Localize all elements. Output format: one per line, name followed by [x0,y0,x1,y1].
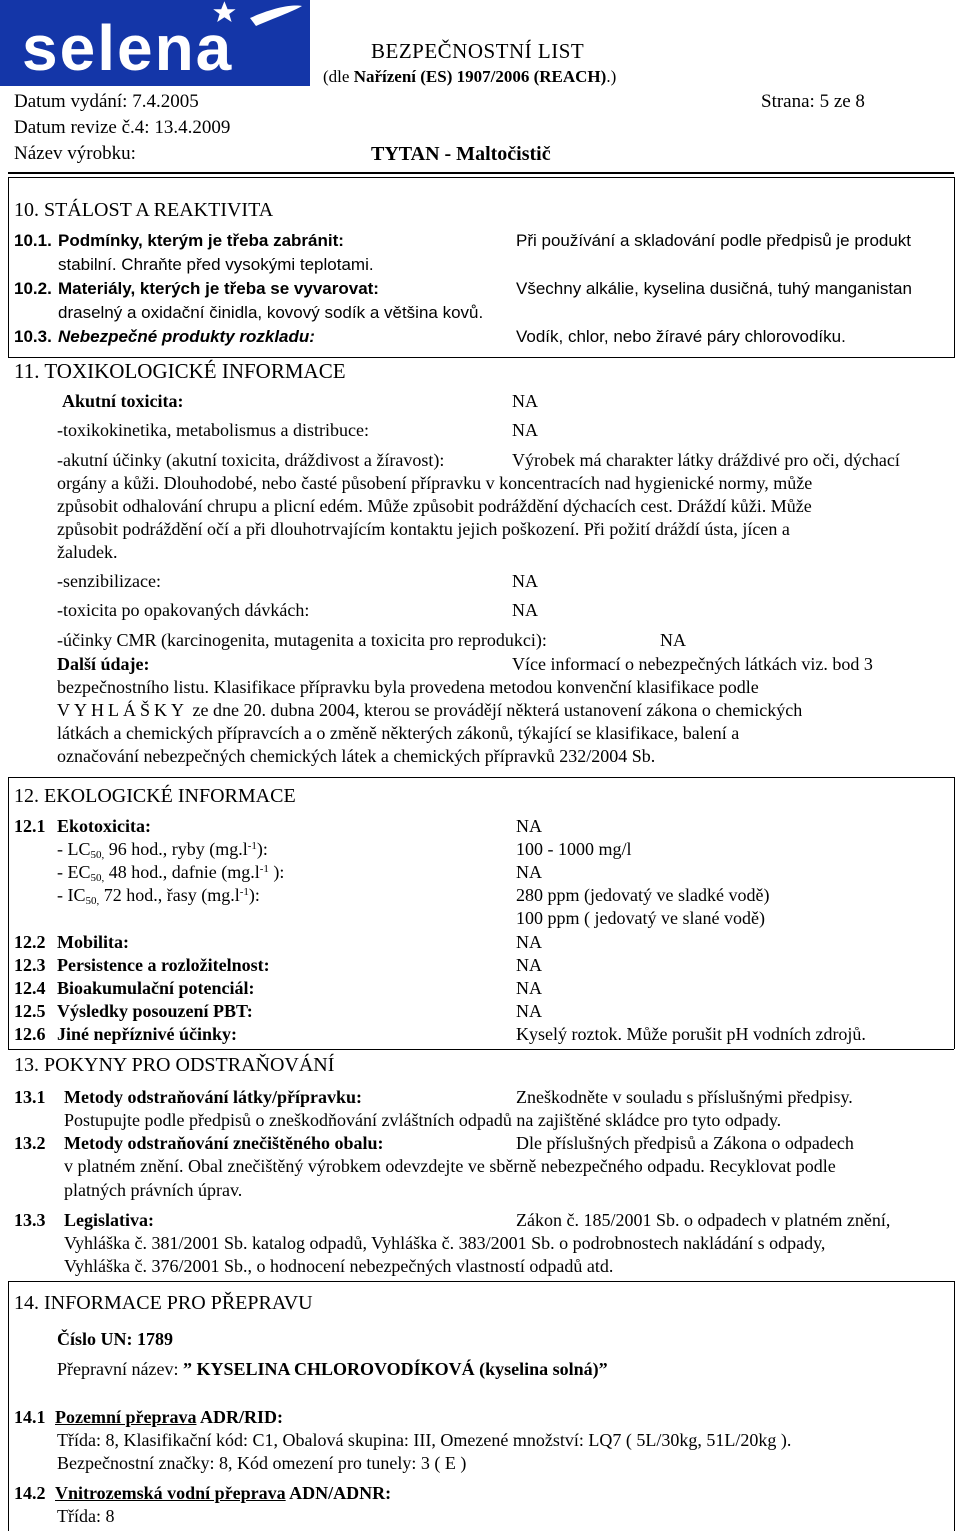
s14-border-right [954,1281,955,1531]
s11-cmr-value: NA [660,630,686,650]
s13-3-cont: Vyhláška č. 376/2001 Sb., o hodnocení nebezpečných vlastností odpadů atd. [64,1256,614,1276]
s13-1-label: Metody odstraňování látky/přípravku: [64,1087,363,1107]
page-number: Strana: 5 ze 8 [761,91,865,112]
s11-rep-value: NA [512,600,538,620]
s12-ic-value-2: 100 ppm ( jedovatý ve slané vodě) [516,908,765,928]
road-transport-code: ADR/RID: [196,1407,283,1427]
revision-date: Datum revize č.4: 13.4.2009 [14,117,231,138]
s14-1-line: Bezpečnostní značky: 8, Kód omezení pro tunely: 3 ( E ) [57,1453,467,1473]
road-transport-label: Pozemní přeprava [55,1407,197,1427]
s12-3-value: NA [516,955,542,975]
s14-1-line: Třída: 8, Klasifikační kód: C1, Obalová skupina: III, Omezené množství: LQ7 ( 5L/30kg, 51L/20kg ). [57,1430,792,1450]
s11-acute-label: Akutní toxicita: [62,391,184,411]
s12-2-value: NA [516,932,542,952]
s12-3-num: 12.3 [14,955,46,975]
s12-1-value: NA [516,816,542,836]
s12-border-bottom [8,1049,954,1050]
s12-1-num: 12.1 [14,816,46,836]
header-divider-2 [8,177,954,178]
s12-ic-label [57,885,260,907]
s12-4-num: 12.4 [14,978,46,998]
s13-3-cont: Vyhláška č. 381/2001 Sb. katalog odpadů, Vyhláška č. 383/2001 Sb. o podrobnostech nakládání s odpady, [64,1233,826,1253]
s14-2-heading [55,1483,391,1504]
s10-border-bottom [8,357,954,358]
ec-sub: 50, [90,872,105,884]
s10-1-cont: stabilní. Chraňte před vysokými teplotami. [58,255,374,274]
s10-title: 10. STÁLOST A REAKTIVITA [14,199,274,221]
s10-1-label: Podmínky, kterým je třeba zabránit: [58,231,344,250]
s12-lc-label [57,839,268,861]
regulation-prefix: (dle [323,67,354,86]
s10-2-value: Všechny alkálie, kyselina dusičná, tuhý manganistan [516,279,912,298]
ec-a: - EC [57,862,91,882]
ec-b: 48 hod., dafnie (mg.l [104,862,260,882]
s13-2-cont: platných právních úprav. [64,1180,243,1200]
s12-6-label: Jiné nepříznivé účinky: [57,1024,238,1044]
regulation-name: Nařízení (ES) 1907/2006 (REACH) [353,67,607,86]
s12-border-left [8,777,9,1049]
product-label: Název výrobku: [14,143,136,164]
s11-ae-line: způsobit odhalování chrupu a plicní edém. Může způsobit podráždění dýchacích cest. Dráždí kůži. Může [57,496,812,516]
s13-2-label: Metody odstraňování znečištěného obalu: [64,1133,384,1153]
vyhlasky-spaced: VYHLÁŠKY [57,700,188,720]
s11-tk-value: NA [512,420,538,440]
s13-3-value: Zákon č. 185/2001 Sb. o odpadech v platném znění, [516,1210,891,1230]
s11-more-line: bezpečnostního listu. Klasifikace přípravku byla provedena metodou konvenční klasifikace podle [57,677,759,697]
s13-1-num: 13.1 [14,1087,46,1107]
s13-1-value: Zneškodněte v souladu s příslušnými předpisy. [516,1087,853,1107]
s10-3-label: Nebezpečné produkty rozkladu: [58,327,315,346]
s14-2-num: 14.2 [14,1483,46,1503]
logo-text: selena [22,12,234,84]
s14-border-left [8,1281,9,1531]
s14-border-top [8,1281,954,1282]
s12-6-value: Kyselý roztok. Může porušit pH vodních zdrojů. [516,1024,866,1044]
s10-border-left [8,177,9,358]
s11-more-line2-rest: ze dne 20. dubna 2004, kterou se provádějí některá ustanovení zákona o chemických [188,700,803,720]
s10-1-num: 10.1. [14,231,52,250]
s10-3-value: Vodík, chlor, nebo žíravé páry chlorovodíku. [516,327,846,346]
s11-rep-label: -toxicita po opakovaných dávkách: [57,600,310,620]
s11-ae-label: -akutní účinky (akutní toxicita, dráždivost a žíravost): [57,450,445,470]
lc-sub: 50, [90,849,105,861]
issue-date: Datum vydání: 7.4.2005 [14,91,199,112]
s11-ae-line: orgány a kůži. Dlouhodobé, nebo časté působení přípravku v koncentracích nad hygienické normy, může [57,473,813,493]
s13-2-num: 13.2 [14,1133,46,1153]
ec-c: ): [268,862,285,882]
s12-4-label: Bioakumulační potenciál: [57,978,255,998]
s11-title: 11. TOXIKOLOGICKÉ INFORMACE [14,359,346,383]
s12-2-label: Mobilita: [57,932,129,952]
s13-3-label: Legislativa: [64,1210,154,1230]
s11-tk-label: -toxikokinetika, metabolismus a distribuce: [57,420,369,440]
regulation-suffix: .) [606,67,617,86]
s14-title: 14. INFORMACE PRO PŘEPRAVU [14,1292,313,1314]
s14-2-line: Třída: 8 [57,1506,115,1526]
header-divider [8,172,954,174]
s12-5-label: Výsledky posouzení PBT: [57,1001,253,1021]
s11-sens-value: NA [512,571,538,591]
water-transport-code: ADN/ADNR: [285,1483,392,1503]
ec-sup: -1 [259,863,269,875]
regulation-line [323,67,616,87]
s11-more-line: látkách a chemických přípravcích a o změně některých zákonů, týkající se klasifikace, balení a [57,723,740,743]
s11-cmr-label: -účinky CMR (karcinogenita, mutagenita a toxicita pro reprodukci): [57,630,547,650]
lc-a: - LC [57,839,91,859]
s11-more-value: Více informací o nebezpečných látkách viz. bod 3 [512,654,873,674]
s12-ec-value: NA [516,862,542,882]
s11-more-line [57,700,802,721]
s12-ic-value: 280 ppm (jedovatý ve sladké vodě) [516,885,770,905]
ic-c: ): [248,885,260,905]
s12-title: 12. EKOLOGICKÉ INFORMACE [14,785,296,807]
s11-more-line: označování nebezpečných chemických látek a chemických přípravků 232/2004 Sb. [57,746,656,766]
ic-sub: 50, [85,895,100,907]
product-name: TYTAN - Maltočistič [371,143,551,165]
s10-2-num: 10.2. [14,279,52,298]
s10-border-right [954,177,955,358]
s13-1-cont: Postupujte podle předpisů o zneškodňování zvláštních odpadů na zajištěné skládce pro tyto odpady. [64,1110,782,1130]
ic-b: 72 hod., řasy (mg.l [99,885,240,905]
selena-logo [0,0,310,86]
lc-c: ): [256,839,268,859]
s12-6-num: 12.6 [14,1024,46,1044]
s11-ae-value: Výrobek má charakter látky dráždivé pro oči, dýchací [512,450,900,470]
s10-1-value: Při používání a skladování podle předpisů je produkt [516,231,912,250]
water-transport-label: Vnitrozemská vodní přeprava [55,1483,286,1503]
s13-3-num: 13.3 [14,1210,46,1230]
s12-4-value: NA [516,978,542,998]
s12-border-top [8,777,954,778]
header-logo [0,0,310,86]
s10-2-cont: draselný a oxidační činidla, kovový sodík a většina kovů. [58,303,484,322]
ic-sup: -1 [239,886,249,898]
s10-2-label: Materiály, kterých je třeba se vyvarovat: [58,279,379,298]
s12-1-label: Ekotoxicita: [57,816,151,836]
s13-2-value: Dle příslušných předpisů a Zákona o odpadech [516,1133,854,1153]
s12-border-right [954,777,955,1049]
s13-title: 13. POKYNY PRO ODSTRAŇOVÁNÍ [14,1054,335,1076]
s12-5-num: 12.5 [14,1001,46,1021]
transport-name-value: ” KYSELINA CHLOROVODÍKOVÁ (kyselina solná)” [182,1359,608,1379]
doc-title: BEZPEČNOSTNÍ LIST [371,39,585,63]
s12-lc-value: 100 - 1000 mg/l [516,839,632,859]
s12-5-value: NA [516,1001,542,1021]
s12-3-label: Persistence a rozložitelnost: [57,955,270,975]
s11-sens-label: -senzibilizace: [57,571,161,591]
transport-name-prefix: Přepravní název: [57,1359,183,1379]
s14-transport-name [57,1359,608,1380]
s12-ec-label [57,862,284,884]
s11-ae-line: žaludek. [57,542,118,562]
s14-un: Číslo UN: 1789 [57,1329,173,1349]
s10-3-num: 10.3. [14,327,52,346]
s11-more-label: Další údaje: [57,654,150,674]
lc-sup: -1 [247,840,257,852]
s14-1-num: 14.1 [14,1407,46,1427]
lc-b: 96 hod., ryby (mg.l [104,839,248,859]
ic-a: - IC [57,885,86,905]
s11-acute-value: NA [512,391,538,411]
s13-2-cont: v platném znění. Obal znečištěný výrobkem odevzdejte ve sběrně nebezpečného odpadu. Recyklovat podle [64,1156,836,1176]
s11-ae-line: způsobit podráždění očí a při dlouhotrvajícím kontaktu jejich poškození. Při požití dráždí ústa, jícen a [57,519,790,539]
s14-1-heading [55,1407,283,1428]
s12-2-num: 12.2 [14,932,46,952]
